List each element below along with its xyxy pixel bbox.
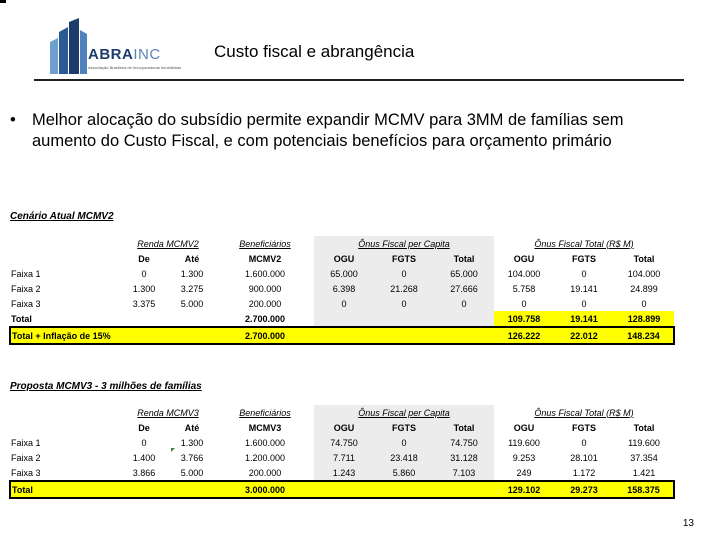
logo-tagline: Associação Brasileira de Incorporadoras Imobiliárias [88, 65, 182, 70]
total-row [10, 481, 674, 498]
table-cell: 2.700.000 [244, 313, 286, 324]
subheader-cell: Total [633, 422, 655, 433]
table-cell [434, 327, 494, 344]
table-cell: 7.103 [434, 465, 494, 481]
page-number: 13 [682, 518, 694, 529]
table-cell: 1.600.000 [244, 268, 286, 279]
row-label: Faixa 1 [11, 268, 41, 279]
table-cell [168, 311, 216, 327]
table-cell: 24.899 [630, 283, 658, 294]
table-cell: 1.300 [180, 437, 204, 448]
subheader-cell: Total [434, 420, 494, 435]
table-cell: 74.750 [314, 435, 374, 450]
table-cell [168, 327, 216, 344]
subheader-cell: Total [434, 251, 494, 266]
table-cell: 0 [374, 266, 434, 281]
table-cell [374, 327, 434, 344]
table-cell: 23.418 [374, 450, 434, 465]
table-cell: 19.141 [554, 311, 614, 327]
inflation-total-row [10, 327, 674, 344]
table-cell [314, 327, 374, 344]
table-cell [314, 481, 374, 498]
subheader-cell: Até [184, 253, 200, 264]
table-cell: 5.758 [512, 283, 536, 294]
subheader-cell: FGTS [572, 253, 596, 264]
table-cell: 74.750 [434, 435, 494, 450]
subheader-cell: MCMV3 [248, 422, 282, 433]
table-cell: 1.300 [132, 283, 156, 294]
corner-mark [0, 0, 6, 3]
table-cell: 1.400 [132, 452, 156, 463]
table-cell: 65.000 [434, 266, 494, 281]
buildings-logo-icon [48, 18, 88, 76]
total-row [10, 311, 674, 327]
table-cell [120, 481, 168, 498]
table-cell: 109.758 [494, 311, 554, 327]
table-cell: 65.000 [314, 266, 374, 281]
table-row [10, 450, 674, 465]
header-renda: Renda MCMV3 [137, 407, 199, 418]
row-label: Total + Inflação de 15% [10, 327, 120, 344]
table-cell: 21.268 [374, 281, 434, 296]
table-subheader-row [10, 251, 674, 266]
table-cell [168, 481, 216, 498]
table-cell: 158.375 [614, 481, 674, 498]
table-cell: 1.600.000 [244, 437, 286, 448]
header-beneficiarios: Beneficiários [239, 238, 291, 249]
row-label: Faixa 1 [11, 437, 41, 448]
table-cell: 0 [374, 296, 434, 311]
table-cell: 0 [581, 268, 587, 279]
subheader-cell: FGTS [374, 251, 434, 266]
row-label: Faixa 3 [11, 298, 41, 309]
table-cell: 200.000 [248, 298, 282, 309]
logo-brand-bold: ABRA [88, 46, 134, 63]
table-cell: 0 [521, 298, 527, 309]
table-cell: 3.866 [132, 467, 156, 478]
table-row [10, 296, 674, 311]
table-cell: 0 [581, 298, 587, 309]
table1-title: Cenário Atual MCMV2 [10, 211, 114, 222]
table-cell: 3.375 [132, 298, 156, 309]
row-label: Faixa 2 [11, 283, 41, 294]
table-cell: 0 [374, 435, 434, 450]
table-header-row [10, 236, 674, 251]
table-cell: 128.899 [614, 311, 674, 327]
table-cell: 3.000.000 [216, 481, 314, 498]
header-onus-capita: Ônus Fiscal per Capita [314, 405, 494, 420]
logo-wordmark [88, 46, 161, 63]
subheader-cell: OGU [314, 420, 374, 435]
table-cell: 119.600 [628, 437, 660, 448]
table-subheader-row [10, 420, 674, 435]
table-cell [434, 481, 494, 498]
table2-title: Proposta MCMV3 - 3 milhões de famílias [10, 381, 202, 392]
table-cell [120, 311, 168, 327]
slide-title: Custo fiscal e abrangência [214, 42, 415, 61]
row-label: Total [11, 313, 32, 324]
table-cell: 6.398 [314, 281, 374, 296]
table-cell: 28.101 [570, 452, 598, 463]
subheader-cell: OGU [513, 422, 535, 433]
subheader-cell: Até [184, 422, 200, 433]
header-onus-capita: Ônus Fiscal per Capita [314, 236, 494, 251]
subheader-cell: OGU [513, 253, 535, 264]
table-cell: 0 [581, 437, 587, 448]
row-label: Faixa 3 [11, 467, 41, 478]
row-label: Faixa 2 [11, 452, 41, 463]
proposal-table [9, 405, 675, 499]
table-cell: 1.172 [572, 467, 596, 478]
table-cell: 200.000 [248, 467, 282, 478]
row-label: Total [10, 481, 120, 498]
table-cell: 0 [641, 298, 647, 309]
subheader-cell: De [138, 253, 150, 264]
table-cell: 129.102 [494, 481, 554, 498]
header-onus-total: Ônus Fiscal Total (R$ M) [534, 238, 634, 249]
table-cell: 0 [314, 296, 374, 311]
abrainc-logo [48, 18, 182, 76]
table-cell [434, 311, 494, 327]
table-cell: 5.860 [374, 465, 434, 481]
table-cell: 119.600 [508, 437, 540, 448]
table-cell: 22.012 [554, 327, 614, 344]
table-cell: 900.000 [248, 283, 282, 294]
table-cell: 1.243 [314, 465, 374, 481]
table-cell: 1.421 [632, 467, 656, 478]
table-cell: 0 [141, 268, 147, 279]
table-cell: 148.234 [614, 327, 674, 344]
subheader-cell: De [138, 422, 150, 433]
logo-brand-light: INC [133, 46, 161, 63]
table-header-row [10, 405, 674, 420]
table-cell: 104.000 [507, 268, 541, 279]
table-cell: 7.711 [314, 450, 374, 465]
header-onus-total: Ônus Fiscal Total (R$ M) [534, 407, 634, 418]
subheader-cell: FGTS [572, 422, 596, 433]
table-cell: 0 [141, 437, 147, 448]
table-cell: 3.275 [180, 283, 204, 294]
table-cell: 1.300 [180, 268, 204, 279]
table-cell: 104.000 [627, 268, 661, 279]
table-cell: 2.700.000 [216, 327, 314, 344]
table-cell [374, 311, 434, 327]
table-cell: 249 [516, 467, 532, 478]
header-renda: Renda MCMV2 [137, 238, 199, 249]
table-cell: 5.000 [180, 467, 204, 478]
table-row [10, 465, 674, 481]
table-row [10, 266, 674, 281]
subheader-cell: OGU [314, 251, 374, 266]
subheader-cell: FGTS [374, 420, 434, 435]
table-cell: 31.128 [434, 450, 494, 465]
table-cell [314, 311, 374, 327]
bullet-text: Melhor alocação do subsídio permite expandir MCMV para 3MM de famílias sem aumento do Custo Fiscal, e com potenciais benefícios para orçamento primário [32, 111, 624, 150]
table-row [10, 281, 674, 296]
table-cell: 126.222 [494, 327, 554, 344]
table-cell [374, 481, 434, 498]
table-cell: 0 [434, 296, 494, 311]
table-cell [120, 327, 168, 344]
current-scenario-table [9, 236, 675, 345]
table-cell: 29.273 [554, 481, 614, 498]
title-divider [34, 79, 684, 81]
cell-comment-marker [171, 448, 175, 452]
bullet-dot-icon: • [10, 111, 16, 129]
table-cell: 37.354 [630, 452, 658, 463]
table-row [10, 435, 674, 450]
subheader-cell: Total [633, 253, 655, 264]
subheader-cell: MCMV2 [248, 253, 282, 264]
table-cell: 1.200.000 [244, 452, 286, 463]
table-cell: 27.666 [434, 281, 494, 296]
table-cell: 9.253 [512, 452, 536, 463]
table-cell: 3.766 [180, 452, 204, 463]
header-beneficiarios: Beneficiários [239, 407, 291, 418]
table-cell: 19.141 [570, 283, 598, 294]
table-cell: 5.000 [180, 298, 204, 309]
